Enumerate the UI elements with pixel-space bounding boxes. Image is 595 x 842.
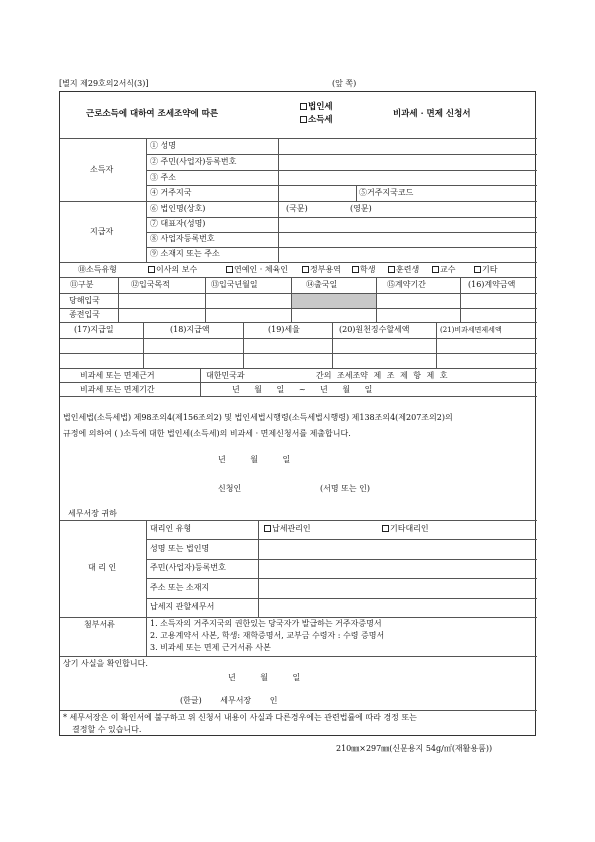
application-form: [59, 91, 536, 736]
checkbox-icon: [264, 525, 271, 532]
shaded-cell: [292, 294, 376, 308]
attachment-item-2: 2. 고용계약서 사본, 학생: 재학증명서, 교부금 수령자 : 수령 증명서: [150, 631, 385, 640]
payer-name-korean: (국문): [286, 204, 308, 213]
earner-country-code-field[interactable]: [440, 186, 536, 201]
declaration-date: 년 월 일: [218, 455, 291, 464]
exemption-basis-country: 대한민국과: [206, 371, 245, 380]
payer-representative-field[interactable]: [279, 218, 536, 232]
payment-header-date: (17)지급일: [74, 325, 114, 334]
income-type-student[interactable]: 학생: [352, 266, 375, 274]
payer-section-label: 지급자: [90, 227, 114, 236]
income-type-government[interactable]: 정부용역: [302, 266, 341, 274]
confirmation-text: 상기 사실을 확인합니다.: [63, 659, 148, 668]
agent-regno-field[interactable]: [259, 560, 536, 578]
exemption-basis-treaty: 간의 조세조약 제 조 제 항 제 호: [316, 371, 448, 380]
exemption-period-value: 년 월 일 ~ 년 월 일: [232, 385, 373, 394]
earner-residence-field[interactable]: [279, 186, 356, 201]
entry-header-contract-period: ⑮계약기간: [387, 280, 426, 289]
earner-regno-label: ② 주민(사업자)등록번호: [150, 157, 237, 166]
checkbox-icon: [432, 266, 439, 273]
income-type-entertainer[interactable]: 연예인 · 체육인: [226, 266, 288, 274]
entry-row-current: 당해입국: [69, 296, 100, 305]
confirmation-date: 년 월 일: [228, 673, 301, 682]
payer-address-label: ⑨ 소재지 또는 주소: [150, 249, 220, 258]
checkbox-icon: [226, 266, 233, 273]
note-line-2: 결정할 수 있습니다.: [72, 725, 142, 734]
exemption-basis-label: 비과세 또는 면제근거: [80, 371, 155, 380]
attachment-item-1: 1. 소득자의 거주지국의 권한있는 당국자가 발급하는 거주자증명서: [150, 619, 382, 628]
checkbox-icon: [352, 266, 359, 273]
tax-office-seal-line: (한글) 세무서장 인: [180, 696, 278, 705]
earner-country-code-label: ⑤거주지국코드: [359, 188, 414, 197]
income-type-director[interactable]: 이사의 보수: [148, 266, 197, 274]
addressee-label: 세무서장 귀하: [68, 509, 117, 518]
agent-tax-office-field[interactable]: [259, 599, 536, 617]
form-title-right: 비과세 · 면제 신청서: [393, 109, 471, 119]
agent-name-label: 성명 또는 법인명: [150, 544, 210, 553]
payment-header-exempt: (21)비과세면제세액: [440, 326, 502, 334]
exemption-period-label: 비과세 또는 면제기간: [80, 385, 155, 394]
payer-regno-label: ⑧ 사업자등록번호: [150, 234, 215, 243]
agent-name-field[interactable]: [259, 540, 536, 559]
checkbox-icon: [382, 525, 389, 532]
signature-label: (서명 또는 인): [320, 484, 370, 493]
income-type-professor[interactable]: 교수: [432, 266, 455, 274]
entry-row-previous: 종전입국: [69, 310, 100, 319]
agent-regno-label: 주민(사업자)등록번호: [150, 563, 226, 572]
declaration-line-2: 규정에 의하여 ( )소득에 대한 법인세(소득세)의 비과세 · 면제신청서를 제출합니다.: [63, 429, 351, 438]
checkbox-icon: [474, 266, 481, 273]
income-type-trainee[interactable]: 훈련생: [388, 266, 419, 274]
agent-section-label: 대 리 인: [88, 563, 117, 572]
payment-header-withholding: (20)원천징수할세액: [339, 325, 410, 334]
earner-section-label: 소득자: [90, 165, 114, 174]
declaration-line-1: 법인세법(소득세법) 제98조의4(제156조의2) 및 법인세법시행령(소득세법시행령) 제138조의4(제207조의2)의: [63, 413, 453, 422]
option-income-tax[interactable]: 소득세: [300, 116, 333, 125]
form-number: [별지 제29호의2서식(3)]: [59, 79, 149, 88]
payer-address-field[interactable]: [279, 248, 536, 262]
agent-address-field[interactable]: [259, 579, 536, 598]
attachment-item-3: 3. 비과세 또는 면제 근거서류 사본: [150, 643, 271, 652]
checkbox-icon: [148, 266, 155, 273]
payer-name-english: (영문): [350, 204, 372, 213]
earner-regno-field[interactable]: [279, 155, 536, 170]
paper-size-footer: 210㎜×297㎜(신문용지 54g/㎡(재활용품)): [336, 744, 493, 753]
payer-representative-label: ⑦ 대표자(성명): [150, 219, 206, 228]
checkbox-icon: [388, 266, 395, 273]
agent-tax-office-label: 납세지 관할세무서: [150, 602, 215, 611]
earner-address-label: ③ 주소: [150, 173, 176, 182]
agent-type-tax-manager[interactable]: 납세관리인: [264, 525, 311, 533]
entry-header-purpose: ⑫입국목적: [131, 280, 170, 289]
payment-header-rate: (19)세율: [268, 325, 300, 334]
income-type-label: ⑩소득유형: [78, 265, 117, 274]
earner-name-field[interactable]: [279, 139, 536, 154]
page-side-label: (앞 쪽): [332, 79, 357, 88]
income-type-other[interactable]: 기타: [474, 266, 497, 274]
payer-corp-name-label: ⑥ 법인명(상호): [150, 204, 206, 213]
agent-type-other[interactable]: 기타대리인: [382, 525, 429, 533]
form-title-left: 근로소득에 대하여 조세조약에 따른: [86, 109, 219, 119]
note-line-1: * 세무서장은 이 확인서에 불구하고 위 신청서 내용이 사실과 다른경우에는 관련법률에 따라 경정 또는: [63, 713, 417, 722]
payment-header-amount: (18)지급액: [170, 325, 210, 334]
entry-header-category: ⑪구분: [70, 280, 94, 289]
applicant-label: 신청인: [218, 484, 242, 493]
earner-address-field[interactable]: [279, 171, 536, 185]
checkbox-icon: [300, 116, 307, 123]
entry-header-contract-amount: (16)계약금액: [468, 280, 516, 289]
earner-name-label: ① 성명: [150, 141, 176, 150]
checkbox-icon: [302, 266, 309, 273]
option-corporate-tax[interactable]: 법인세: [300, 103, 333, 112]
agent-type-label: 대리인 유형: [150, 524, 192, 533]
earner-residence-label: ④ 거주지국: [150, 188, 192, 197]
applicant-name-field[interactable]: [250, 481, 316, 495]
checkbox-icon: [300, 103, 307, 110]
payer-regno-field[interactable]: [279, 233, 536, 247]
agent-address-label: 주소 또는 소재지: [150, 583, 210, 592]
attachments-label: 첨부서류: [84, 620, 115, 629]
entry-header-departure: ⑭출국일: [306, 280, 338, 289]
entry-header-entry-date: ⑬입국년월일: [211, 280, 258, 289]
